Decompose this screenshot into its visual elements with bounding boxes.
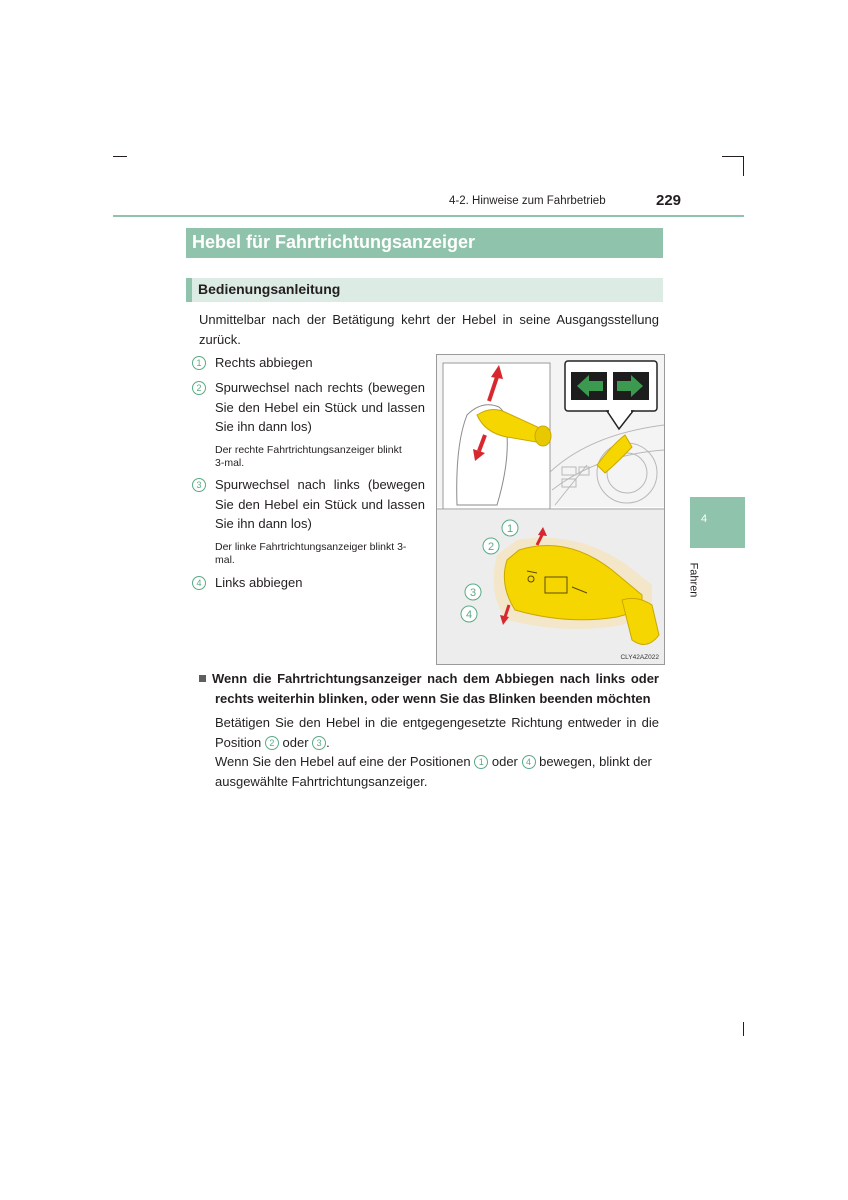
turn-signal-lever-illustration [436,354,665,665]
list-item-1 [192,353,425,375]
page-number: 229 [656,192,682,209]
item-3-note [215,541,425,567]
note-heading-line-1: Wenn die Fahrtrichtungsanzeiger nach dem Abbiegen nach links oder [199,669,659,689]
item-2-line-2: Sie den Hebel ein Stück und lassen [215,399,425,415]
item-2-note [215,444,425,470]
intro-paragraph [199,310,659,349]
crop-mark-top-right-v [743,156,744,176]
chapter-side-label [687,556,710,616]
item-3-line-2: Sie den Hebel ein Stück und lassen [215,496,425,512]
item-3-note-line-1: Der linke Fahrtrichtungsanzeiger blinkt 3- [215,540,407,553]
chapter-tab [690,497,745,548]
note-paragraph [215,713,659,791]
list-item-2 [192,378,425,473]
subsection-accent-edge [186,278,192,302]
callout-4: 4 [465,609,473,621]
item-2-note-line-1: Der rechte Fahrtrichtungsanzeiger blinkt [215,443,402,456]
figure-code: CLY42AZ022 [620,654,659,661]
intro-line-1: Unmittelbar nach der Betätigung kehrt der Hebel in seine Ausgangsstellung [199,312,659,327]
chapter-side-label-text: Fahren [687,562,700,598]
hand-lever-end [535,426,551,446]
item-3-line-1: Spurwechsel nach links (bewegen [215,477,425,492]
header-rule [113,215,744,217]
circled-number-4: 4 [192,576,206,590]
item-1-line-1: Rechts abbiegen [215,355,313,370]
item-2-line-3: Sie ihn dann los) [215,419,312,434]
section-title-bar [186,228,663,258]
chapter-tab-number: 4 [701,513,708,525]
section-title: Hebel für Fahrtrichtungsanzeiger [192,232,476,252]
callout-3: 3 [469,587,477,599]
list-item-3 [192,475,425,570]
square-bullet [199,675,206,682]
crop-mark-top-left [113,156,127,157]
item-4-line-1: Links abbiegen [215,575,303,590]
subsection-title-bar [186,278,663,302]
item-2-line-1: Spurwechsel nach rechts (bewegen [215,380,425,395]
intro-line-2: zurück. [199,331,241,347]
crop-mark-top-right-h [722,156,744,157]
note-p2-line-1: Wenn Sie den Hebel auf eine der Positionen 1 oder 4 bewegen, blinkt der [215,754,652,769]
item-2-note-line-2: 3-mal. [215,456,245,469]
subsection-title: Bedienungsanleitung [198,281,341,297]
note-p1-line-2: Position 2 oder 3 . [215,734,330,750]
circled-number-1-inline: 1 [474,755,488,769]
circled-number-3: 3 [192,478,206,492]
crop-mark-bottom-right-v [743,1022,744,1036]
note-heading-line-2: rechts weiterhin blinken, oder wenn Sie das Blinken beenden möchten [215,690,651,706]
callout-2: 2 [487,541,495,553]
running-header-section: 4-2. Hinweise zum Fahrbetrieb [449,195,606,207]
illustration-svg [437,355,664,664]
circled-number-3-inline: 3 [312,736,326,750]
circled-number-2: 2 [192,381,206,395]
callout-1: 1 [506,523,514,535]
list-item-4 [192,573,425,595]
item-3-line-3: Sie ihn dann los) [215,516,312,531]
note-p1-line-1: Betätigen Sie den Hebel in die entgegengesetzte Richtung entweder in die [215,715,659,730]
circled-number-1: 1 [192,356,206,370]
circled-number-2-inline: 2 [265,736,279,750]
note-p2-line-2: ausgewählte Fahrtrichtungsanzeiger. [215,773,428,789]
note-heading [199,669,659,708]
item-3-note-line-2: mal. [215,553,235,566]
circled-number-4-inline: 4 [522,755,536,769]
